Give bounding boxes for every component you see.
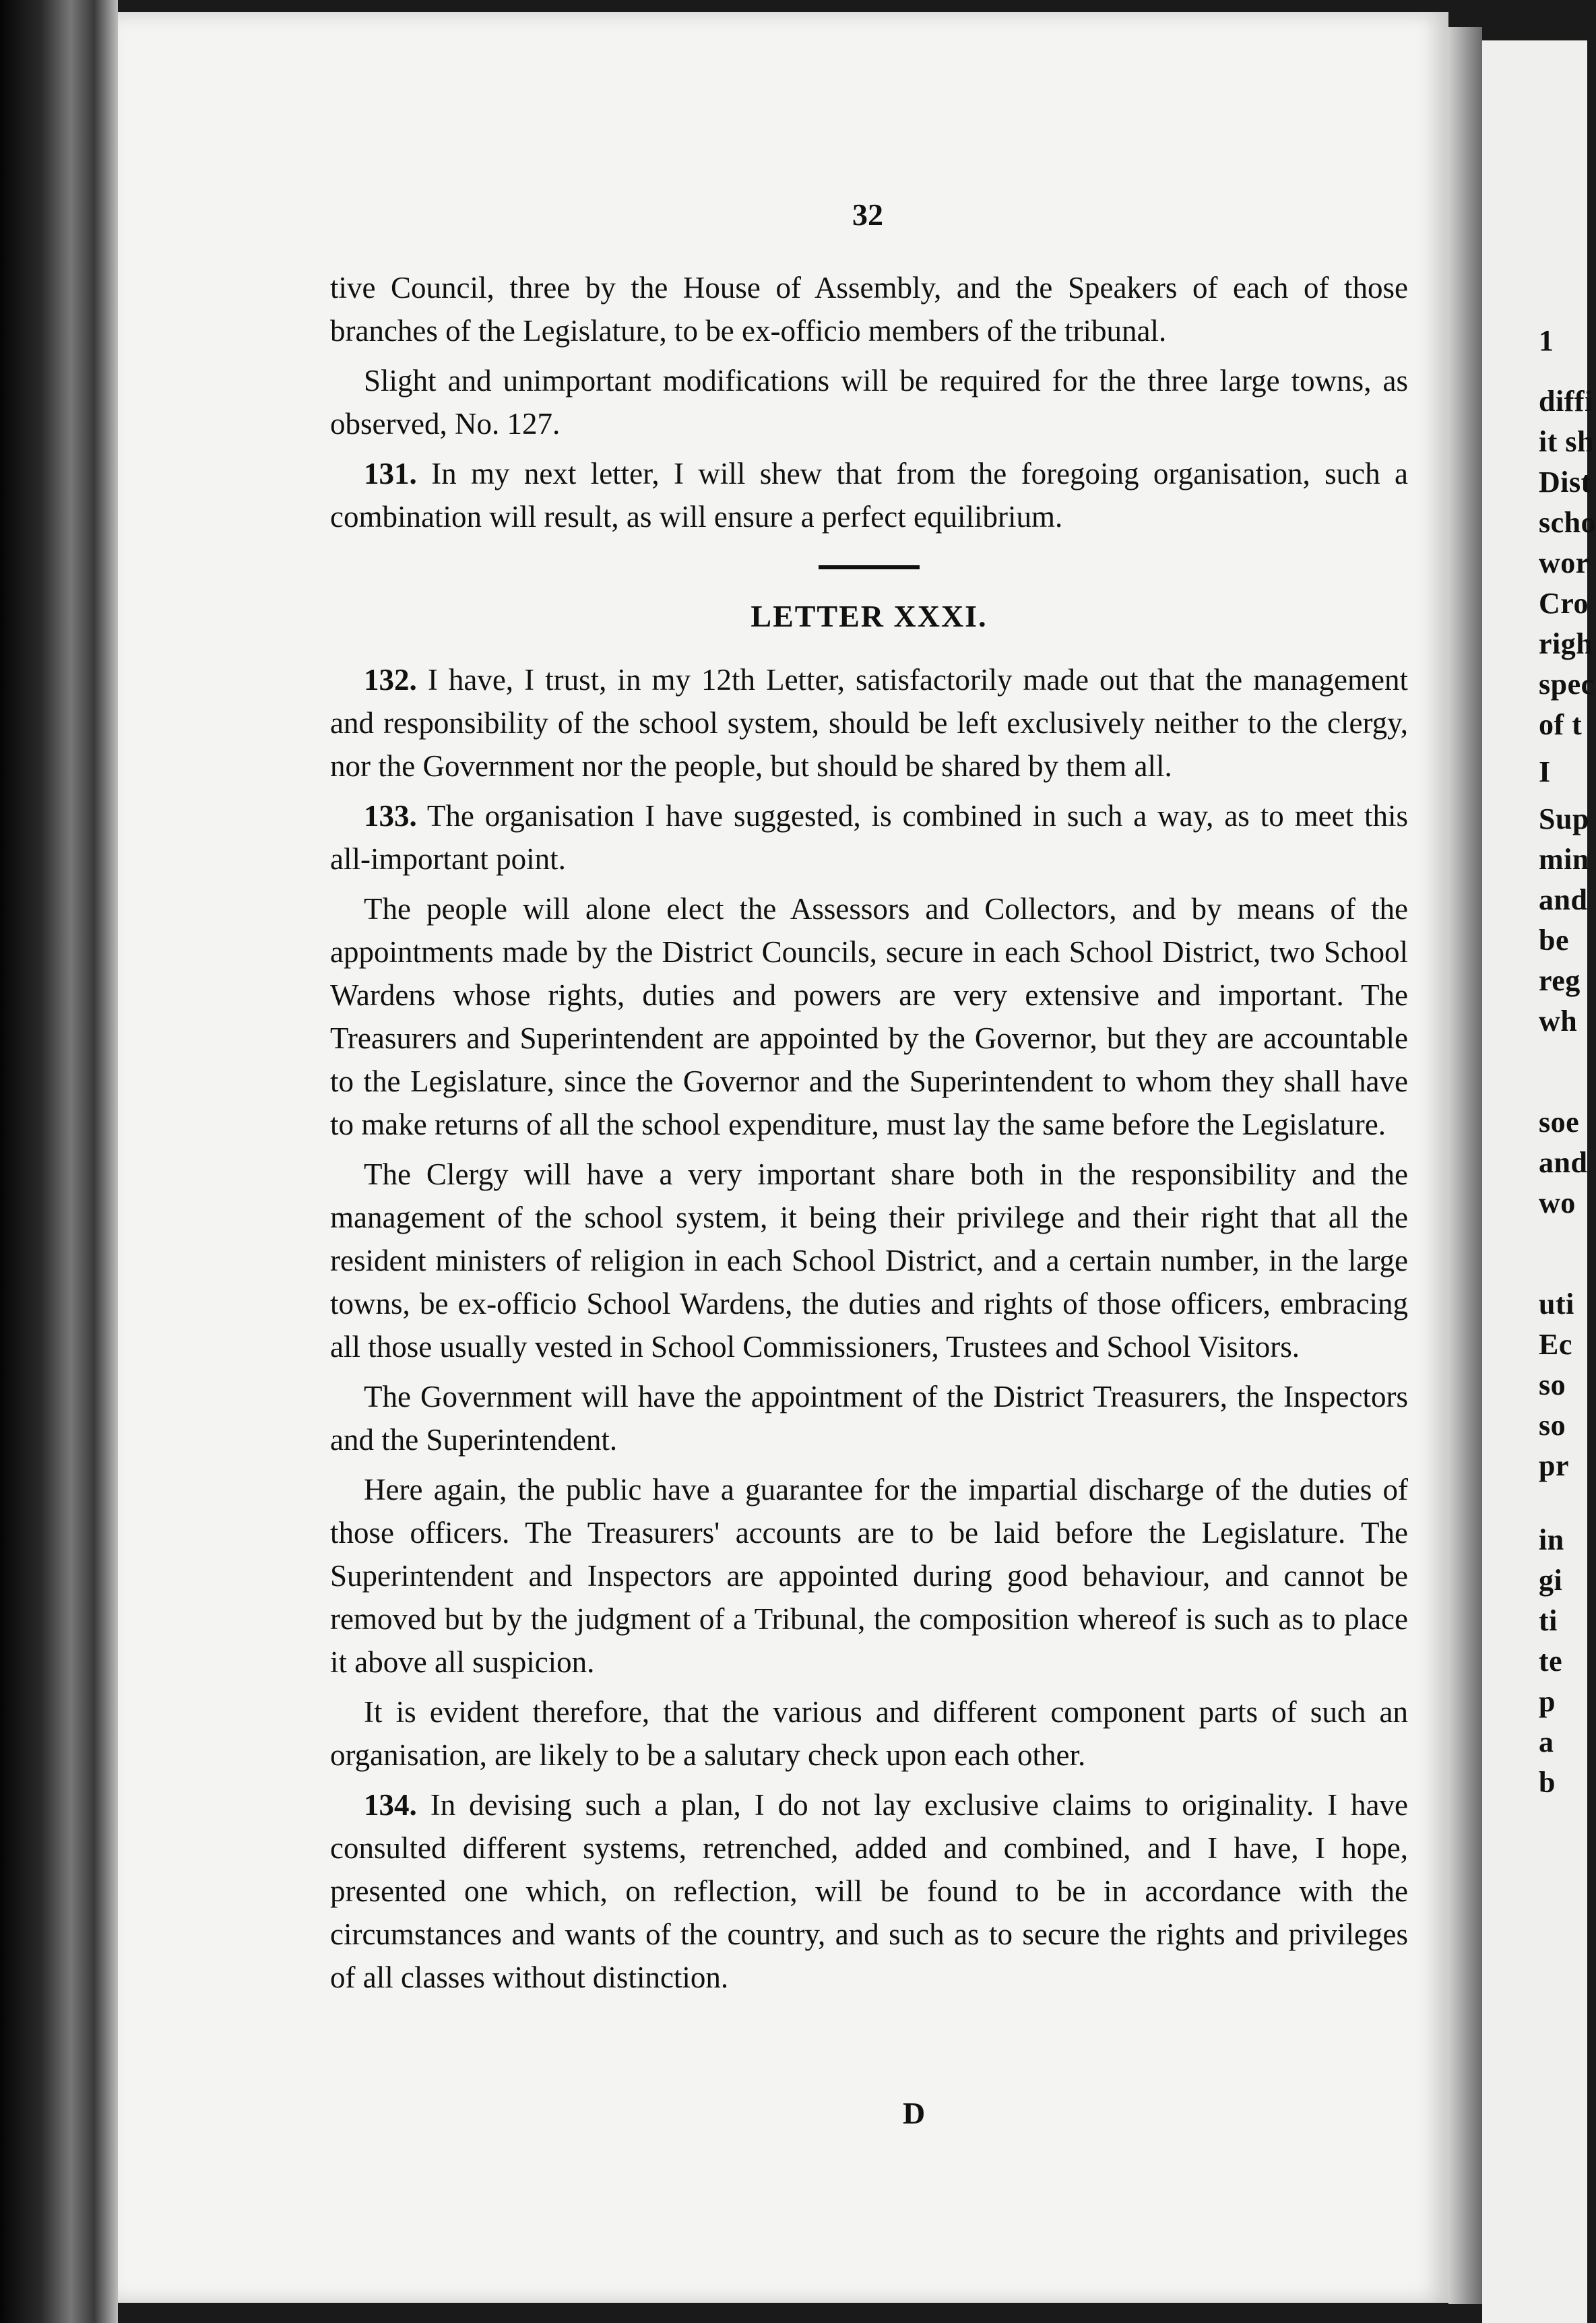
body-paragraph: Here again, the public have a guarantee for the impartial discharge of the duties of those officers. The Treasurers' accounts are to be laid before the Legislature. The Superintendent and Inspectors are appointed during good behaviour, and cannot be removed but by the judgment of a Tribunal, the composition whereof is such as to place it above all suspicion. (330, 1473, 1408, 1679)
paragraph-132 (330, 658, 1408, 788)
paragraph-text: In devising such a plan, I do not lay exclusive claims to originality. I have consulted different systems, retrenched, added and combined, and I have, I hope, presented one which, on reflection, will be found to be in accordance with the circumstances and wants of the country, and such as to secure the rights and privileges of all classes without distinction. (330, 1788, 1408, 1994)
next-page-fragment: scho (1539, 506, 1596, 539)
next-page-fragment: it sh (1539, 425, 1594, 458)
paragraph-text: I have, I trust, in my 12th Letter, satisfactorily made out that the management and responsibility of the school system, should be left exclusively neither to the clergy, nor the Government nor the people, but should be shared by them all. (330, 663, 1409, 783)
next-page-fragment: wh (1539, 1005, 1578, 1038)
next-page-fragment: uti (1539, 1287, 1574, 1320)
paragraph-131 (330, 452, 1408, 538)
next-page-fragment: pr (1539, 1449, 1569, 1482)
signature-mark: D (903, 2096, 926, 2130)
next-page-fragment: and (1539, 883, 1588, 916)
next-page-fragment: in (1539, 1523, 1564, 1556)
paragraph-number: 134. (364, 1788, 417, 1822)
page-body (330, 266, 1408, 2006)
next-page-fragment: gi (1539, 1564, 1563, 1597)
paragraph-number: 132. (364, 663, 417, 697)
paragraph-text: In my next letter, I will shew that from the foregoing organisation, such a combination will result, as will ensure a perfect equilibrium. (330, 457, 1408, 534)
book-spine-left (0, 0, 118, 2323)
next-page-fragment: b (1539, 1766, 1556, 1799)
next-page-fragment: reg (1539, 964, 1581, 997)
next-page-fragment: of t (1539, 708, 1583, 741)
paragraph-text: The organisation I have suggested, is combined in such a way, as to meet this all-important point. (330, 799, 1409, 876)
next-page-fragment: 1 (1539, 324, 1554, 357)
next-page-fragment: wo (1539, 1186, 1576, 1219)
next-page-fragment: be (1539, 924, 1569, 957)
next-page-fragment: wor (1539, 546, 1589, 579)
next-page-fragment: Dist (1539, 466, 1591, 499)
next-page-fragment: soe (1539, 1106, 1580, 1139)
section-divider (819, 565, 920, 569)
next-page-fragment: Ec (1539, 1328, 1572, 1361)
body-paragraph: The Government will have the appointment of the District Treasurers, the Inspectors and the Superintendent. (330, 1380, 1408, 1457)
next-page-fragment: Cro (1539, 587, 1589, 620)
next-page-fragment: and (1539, 1146, 1588, 1179)
page-gutter-edge (1448, 27, 1482, 2304)
paragraph-134 (330, 1783, 1408, 1999)
next-page-fragment: min (1539, 843, 1589, 876)
paragraph-number: 131. (364, 457, 417, 490)
body-paragraph: The people will alone elect the Assessors and Collectors, and by means of the appointments made by the District Councils, secure in each School District, two School Wardens whose rights, duties and powers are very extensive and important. The Treasurers and Superintendent are appointed by the Governor, but they are accountable to the Legislature, since the Governor and the Superintendent to whom they shall have to make returns of all the school expenditure, must lay the same before the Legislature. (330, 892, 1408, 1141)
next-page-fragment: so (1539, 1368, 1566, 1401)
next-page-fragment: a (1539, 1725, 1554, 1758)
carryover-paragraph: tive Council, three by the House of Assembly, and the Speakers of each of those branches of the Legislature, to be ex-officio members of the tribunal. (330, 271, 1408, 348)
page-number: 32 (852, 197, 883, 232)
letter-heading: LETTER XXXI. (751, 599, 988, 633)
carryover-paragraph: Slight and unimportant modifications will be required for the three large towns, as observed, No. 127. (330, 364, 1408, 441)
next-page-fragment: p (1539, 1685, 1556, 1718)
next-page-fragment: righ (1539, 627, 1593, 660)
next-page-fragment: diffi (1539, 385, 1593, 418)
paragraph-133 (330, 794, 1408, 881)
adjacent-page-fragment (1482, 40, 1596, 2323)
next-page-fragment: so (1539, 1409, 1566, 1442)
body-paragraph: The Clergy will have a very important share both in the responsibility and the management of the school system, it being their privilege and their right that all the resident ministers of religion in each School District, and a certain number, in the large towns, be ex-officio School Wardens, the duties and rights of those officers, embracing all those usually vested in School Commissioners, Trustees and School Visitors. (330, 1157, 1408, 1364)
next-page-fragment: I (1539, 755, 1551, 788)
body-paragraph: It is evident therefore, that the various and different component parts of such an organisation, are likely to be a salutary check upon each other. (330, 1695, 1408, 1772)
paragraph-number: 133. (364, 799, 417, 833)
next-page-fragment: ti (1539, 1604, 1558, 1637)
next-page-fragment: te (1539, 1645, 1563, 1678)
next-page-fragment: spec (1539, 668, 1595, 701)
next-page-fragment: Sup (1539, 802, 1589, 835)
